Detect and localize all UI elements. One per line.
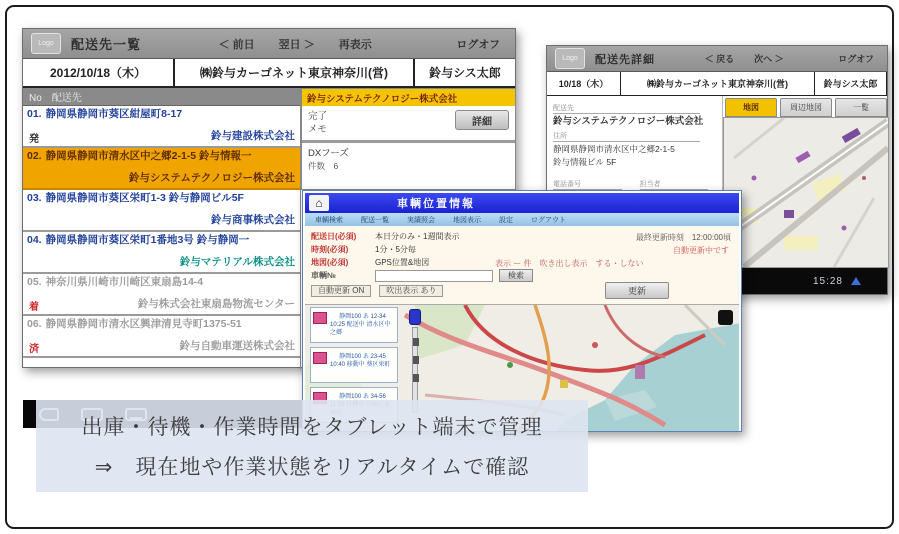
map-option-value: GPS位置&地図 — [375, 258, 430, 267]
entry-company: 鈴与商事株式会社 — [211, 214, 295, 226]
destination-map[interactable] — [723, 117, 889, 268]
window-title: 車輌位置情報 — [397, 198, 475, 210]
display-note: 表示 ー 件 吹き出し表示 する・しない — [495, 259, 644, 268]
menu-item[interactable]: 地図表示 — [453, 216, 481, 224]
prev-day-button[interactable]: ＜ 前日 — [218, 38, 255, 51]
destination-detail-panel — [301, 88, 516, 190]
menu-bar — [305, 213, 739, 226]
next-button[interactable]: 次へ ＞ — [754, 54, 784, 64]
search-button[interactable]: 検索 — [499, 269, 533, 282]
auto-refresh-status: 自動更新中です — [673, 246, 729, 255]
truck-icon — [313, 312, 327, 324]
user-cell: 鈴与シス太郎 — [415, 59, 515, 86]
detail-panel-title: 鈴与システムテクノロジー株式会社 — [302, 89, 515, 106]
vehicle-card[interactable] — [310, 307, 398, 343]
last-updated-text: 最終更新時刻 12:00:00頃 — [635, 233, 731, 242]
entry-number: 05. — [27, 276, 42, 288]
office-cell: ㈱鈴与カーゴネット東京神奈川(営) — [621, 72, 815, 95]
entry-address: 静岡県静岡市葵区栄町1番地3号 鈴与静岡一 — [45, 234, 250, 246]
caption-box — [36, 400, 588, 492]
detail-status-label: 完了 — [308, 111, 328, 122]
menu-item[interactable]: 配送一覧 — [361, 216, 389, 224]
list-item[interactable] — [23, 106, 300, 148]
date-cell: 10/18（木） — [547, 72, 621, 95]
divider — [302, 140, 515, 143]
user-cell: 鈴与シス太郎 — [815, 72, 887, 95]
refresh-button[interactable]: 再表示 — [338, 38, 372, 51]
detail-button[interactable]: 詳細 — [455, 110, 509, 130]
list-header: No 配送先 — [23, 88, 300, 106]
auto-refresh-chip[interactable]: 自動更新 ON — [311, 285, 371, 297]
info-row — [547, 72, 887, 96]
entry-address: 静岡県静岡市清水区興津清見寺町1375-51 — [45, 318, 242, 330]
update-button[interactable]: 更新 — [605, 282, 669, 299]
clock: 15:28 — [812, 275, 843, 287]
vehicle-status: 10:40 移動中 葵区栄町 — [330, 362, 391, 368]
vehicle-no-input[interactable] — [375, 270, 493, 282]
entry-address: 静岡県静岡市清水区中之郷2-1-5 鈴与情報一 — [45, 150, 252, 162]
logoff-button[interactable]: ログオフ — [456, 38, 500, 51]
delivery-list-header — [23, 29, 515, 59]
cargo-count: 件数 6 — [308, 161, 339, 171]
page-title: 配送先詳細 — [595, 53, 655, 66]
entry-address: 静岡県静岡市葵区栄町1-3 鈴与静岡ビル5F — [45, 192, 244, 204]
list-item-selected[interactable] — [23, 148, 300, 190]
vehicle-plate: 静岡100 あ 23-45 — [339, 354, 386, 360]
time-label: 時刻(必須) — [311, 245, 349, 254]
tab-map[interactable]: 地図 — [725, 98, 777, 117]
entry-company: 鈴与建設株式会社 — [211, 130, 295, 142]
entry-address: 神奈川県川崎市川崎区東扇島14-4 — [45, 276, 204, 288]
caption-line1: 出庫・待機・作業時間をタブレット端末で管理 — [81, 416, 543, 439]
contact-label: 担当者 — [640, 179, 709, 190]
info-row — [23, 59, 515, 88]
entry-address: 静岡県静岡市葵区紺屋町8-17 — [45, 108, 183, 120]
destination-list — [23, 88, 301, 369]
entry-tag: 着 — [29, 302, 39, 313]
vehicle-card[interactable] — [310, 347, 398, 383]
address-label: 住所 — [553, 131, 700, 142]
list-item[interactable] — [23, 190, 300, 232]
date-cell: 2012/10/18（木） — [23, 59, 175, 86]
entry-tag: 済 — [29, 344, 39, 355]
entry-tag: 発 — [29, 134, 39, 145]
entry-company: 鈴与株式会社東扇島物流センター — [137, 298, 295, 310]
entry-number: 06. — [27, 318, 42, 330]
entry-number: 03. — [27, 192, 42, 204]
map-menu-icon[interactable] — [718, 310, 733, 325]
detail-window-header — [547, 46, 887, 72]
window-title-bar — [305, 193, 739, 213]
vehicle-status: 10:25 配送中 清水区中之郷 — [330, 322, 391, 336]
tab-list[interactable]: 一覧 — [835, 98, 887, 117]
map-option-label: 地図(必須) — [311, 258, 349, 267]
entry-number: 02. — [27, 150, 42, 162]
vehicle-location-window — [302, 190, 742, 432]
time-value: 1分・5分毎 — [375, 245, 416, 254]
vehicle-plate: 静岡100 あ 34-56 — [339, 394, 386, 400]
truck-icon — [313, 352, 327, 364]
vehicle-no-label: 車輌№ — [311, 271, 336, 280]
back-button[interactable]: ＜ 戻る — [704, 54, 735, 64]
vehicle-plate: 静岡100 あ 12-34 — [339, 314, 386, 320]
search-form — [305, 226, 739, 304]
destination-label: 配送先 — [553, 103, 700, 114]
delivery-date-label: 配送日(必須) — [311, 232, 357, 241]
home-icon[interactable]: ⌂ — [309, 195, 329, 211]
app-logo: Logo — [31, 33, 61, 54]
list-item[interactable] — [23, 274, 300, 316]
destination-value: 鈴与システムテクノロジー株式会社 — [553, 116, 704, 127]
entry-company: 鈴与自動車運送株式会社 — [179, 340, 295, 352]
office-cell: ㈱鈴与カーゴネット東京神奈川(営) — [175, 59, 415, 86]
next-day-button[interactable]: 翌日 ＞ — [278, 38, 315, 51]
app-logo: Logo — [555, 48, 585, 69]
zoom-slider-knob[interactable] — [409, 309, 421, 325]
address-line1: 静岡県静岡市清水区中之郷2-1-5 — [553, 144, 675, 154]
menu-item[interactable]: 実績照会 — [407, 216, 435, 224]
entry-number: 04. — [27, 234, 42, 246]
phone-label: 電話番号 — [553, 179, 622, 190]
menu-item[interactable]: 車輌検索 — [315, 216, 343, 224]
detail-memo-label: メモ — [308, 124, 328, 135]
map-tabs — [723, 96, 889, 117]
caption-line2: ⇒ 現在地や作業状態をリアルタイムで確認 — [94, 456, 530, 479]
balloon-chip[interactable]: 吹出表示 あり — [379, 285, 443, 297]
list-item[interactable] — [23, 232, 300, 274]
delivery-date-value: 本日分のみ・1週間表示 — [375, 232, 460, 241]
logoff-button[interactable]: ログオフ — [838, 54, 875, 64]
entry-company: 鈴与マテリアル株式会社 — [179, 256, 295, 268]
menu-item[interactable]: ログアウト — [531, 216, 566, 224]
entry-company: 鈴与システムテクノロジー株式会社 — [128, 172, 295, 184]
battery-icon — [851, 277, 861, 285]
list-item[interactable] — [23, 316, 300, 358]
cargo-name: DXフーズ — [308, 148, 349, 159]
page-title: 配送先一覧 — [71, 37, 142, 52]
entry-number: 01. — [27, 108, 42, 120]
address-line2: 鈴与情報ビル 5F — [553, 157, 617, 167]
tab-area-map[interactable]: 周辺地図 — [780, 98, 832, 117]
menu-item[interactable]: 設定 — [499, 216, 513, 224]
